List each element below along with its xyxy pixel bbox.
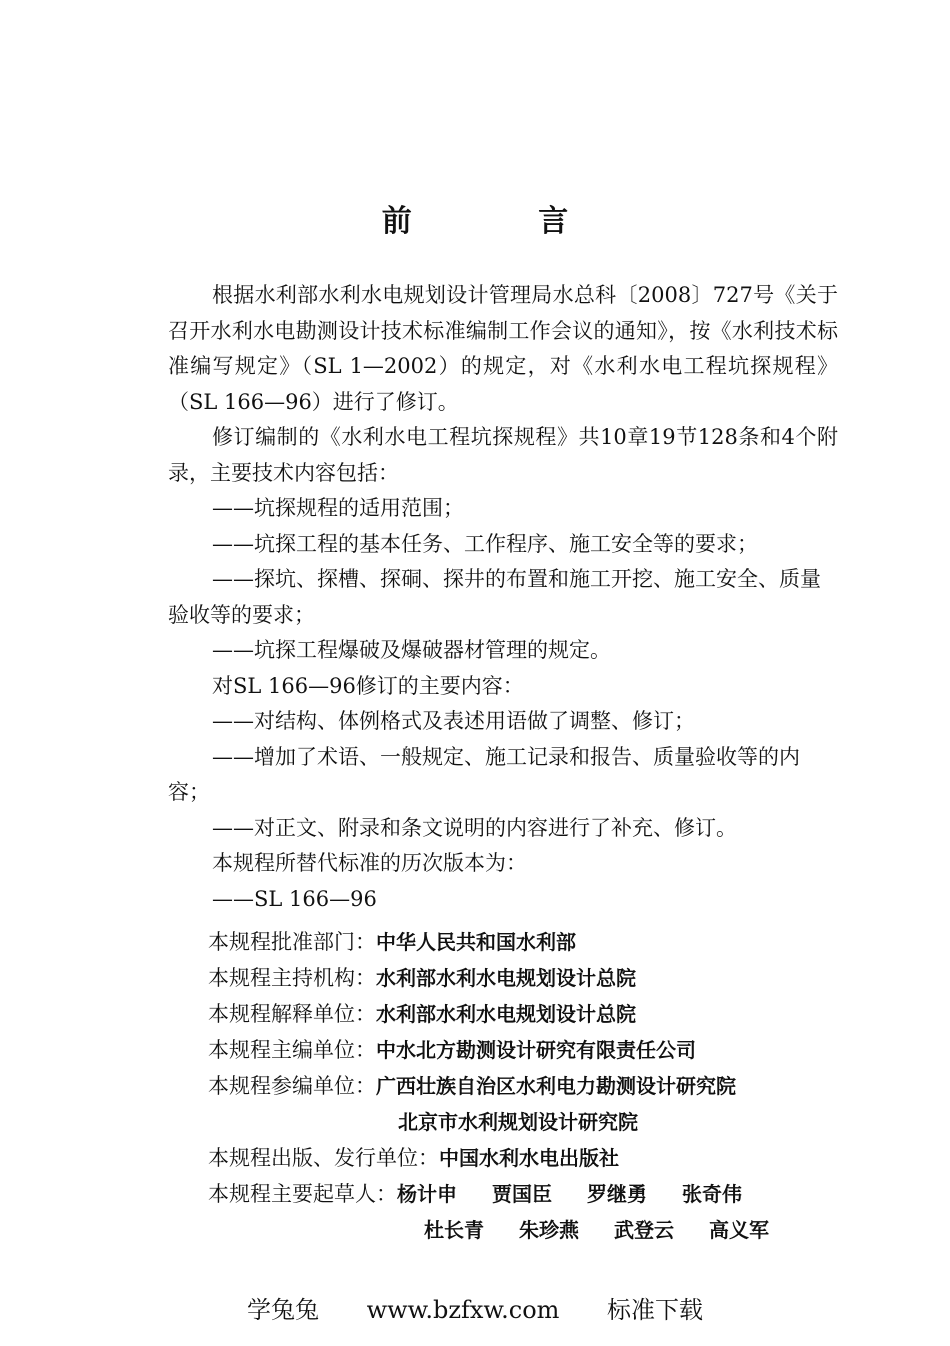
- list-item: ——对正文、附录和条文说明的内容进行了补充、修订。: [212, 815, 737, 840]
- footer-tagline: 标准下载: [607, 1296, 704, 1324]
- drafter-name: 张奇伟: [682, 1182, 742, 1206]
- standard-metadata: [208, 924, 848, 1248]
- meta-interpret: [208, 996, 848, 1032]
- meta-label: 本规程批准部门：: [208, 930, 376, 954]
- footer-url[interactable]: www.bzfxw.com: [366, 1296, 560, 1324]
- list-item: ——坑探工程爆破及爆破器材管理的规定。: [212, 638, 611, 662]
- paragraph-basis: 根据水利部水利水电规划设计管理局水总科〔2008〕727号《关于召开水利水电勘测设计技术标准编制工作会议的通知》，按《水利技术标准编写规定》（SL 1—2002）的规定，对《水利水电工程坑探规程》（SL 166—96）进行了修订。: [168, 283, 838, 414]
- drafter-name: 罗继勇: [587, 1182, 647, 1206]
- meta-value: 广西壮族自治区水利电力勘测设计研究院: [376, 1074, 736, 1098]
- meta-value: 中水北方勘测设计研究有限责任公司: [376, 1038, 696, 1062]
- preface-body: [168, 278, 838, 917]
- paragraph-history: 本规程所替代标准的历次版本为：: [212, 851, 527, 875]
- meta-host: [208, 960, 848, 996]
- meta-chief: [208, 1032, 848, 1068]
- meta-label: 本规程出版、发行单位：: [208, 1146, 439, 1170]
- meta-value: 水利部水利水电规划设计总院: [376, 1002, 636, 1026]
- drafter-name: 朱珍燕: [519, 1218, 579, 1242]
- list-item: ——探坑、探槽、探硐、探井的布置和施工开挖、施工安全、质量验收等的要求；: [168, 567, 821, 627]
- watermark-footer: [0, 1290, 950, 1325]
- meta-participate-2: [208, 1104, 848, 1140]
- drafter-list: [397, 1176, 777, 1212]
- meta-approve: [208, 924, 848, 960]
- list-item: ——坑探工程的基本任务、工作程序、施工安全等的要求；: [212, 531, 758, 556]
- meta-label: 本规程参编单位：: [208, 1074, 376, 1098]
- meta-participate: [208, 1068, 848, 1104]
- footer-site-name: 学兔兔: [246, 1296, 319, 1324]
- meta-label: 本规程解释单位：: [208, 1002, 376, 1026]
- list-item: ——坑探规程的适用范围；: [212, 496, 464, 520]
- meta-label: 本规程主持机构：: [208, 966, 376, 990]
- drafter-name: 武登云: [614, 1218, 674, 1242]
- paragraph-contents: 修订编制的《水利水电工程坑探规程》共10章19节128条和4个附录，主要技术内容包括：: [168, 425, 838, 485]
- drafter-name: 杜长青: [424, 1218, 484, 1242]
- meta-label: 本规程主要起草人：: [208, 1182, 397, 1206]
- page-title: 前 言: [381, 204, 627, 239]
- paragraph-revisions: 对SL 166—96修订的主要内容：: [212, 673, 524, 698]
- list-item: ——对结构、体例格式及表述用语做了调整、修订；: [212, 709, 695, 733]
- meta-drafters: [208, 1176, 848, 1212]
- meta-publisher: [208, 1140, 848, 1176]
- meta-value: 中华人民共和国水利部: [376, 930, 576, 954]
- list-item: ——增加了术语、一般规定、施工记录和报告、质量验收等的内容；: [168, 744, 800, 804]
- meta-value: 北京市水利规划设计研究院: [398, 1110, 638, 1134]
- drafter-name: 杨计申: [397, 1182, 457, 1206]
- meta-value: 水利部水利水电规划设计总院: [376, 966, 636, 990]
- drafter-list: [208, 1212, 804, 1248]
- meta-drafters-2: [208, 1212, 848, 1248]
- meta-value: 中国水利水电出版社: [439, 1146, 619, 1170]
- drafter-name: 高义军: [709, 1218, 769, 1242]
- meta-label: 本规程主编单位：: [208, 1038, 376, 1062]
- drafter-name: 贾国臣: [492, 1182, 552, 1206]
- list-item: ——SL 166—96: [212, 886, 377, 911]
